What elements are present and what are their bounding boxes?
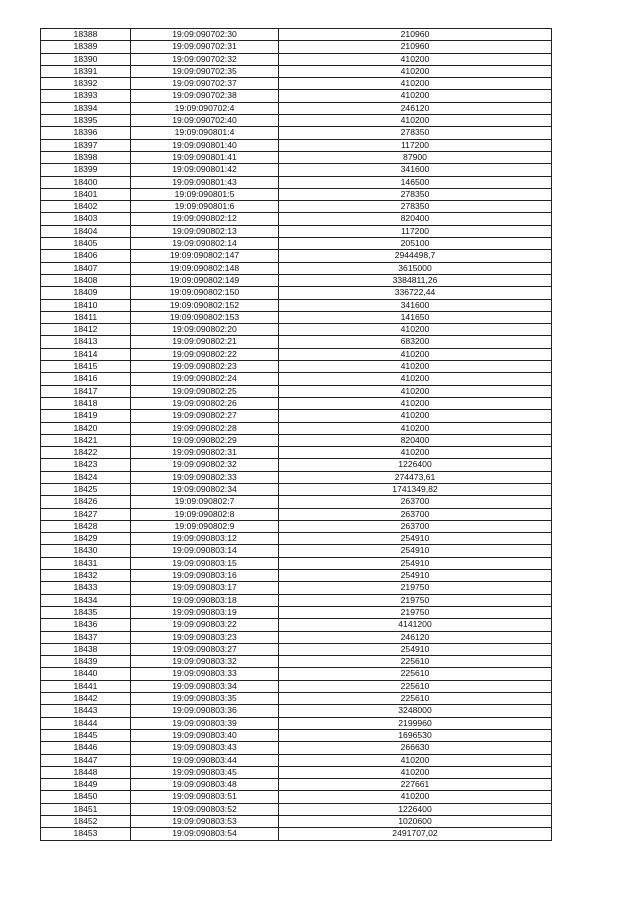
table-row: [41, 422, 552, 434]
cadastral-number-cell: 19:09:090702:37: [131, 78, 279, 90]
value-cell: 263700: [279, 496, 552, 508]
cadastral-number-cell: 19:09:090802:22: [131, 348, 279, 360]
value-cell: 410200: [279, 115, 552, 127]
row-number-cell: 18388: [41, 29, 131, 41]
value-cell: 1741349,82: [279, 483, 552, 495]
cadastral-number-cell: 19:09:090801:40: [131, 139, 279, 151]
cadastral-number-cell: 19:09:090803:48: [131, 779, 279, 791]
value-cell: 410200: [279, 361, 552, 373]
value-cell: 410200: [279, 373, 552, 385]
row-number-cell: 18417: [41, 385, 131, 397]
row-number-cell: 18398: [41, 151, 131, 163]
table-row: [41, 816, 552, 828]
cadastral-number-cell: 19:09:090803:43: [131, 742, 279, 754]
row-number-cell: 18412: [41, 324, 131, 336]
row-number-cell: 18418: [41, 397, 131, 409]
row-number-cell: 18421: [41, 434, 131, 446]
value-cell: 1696530: [279, 729, 552, 741]
table-row: [41, 29, 552, 41]
table-row: [41, 176, 552, 188]
cadastral-number-cell: 19:09:090803:45: [131, 766, 279, 778]
table-row: [41, 594, 552, 606]
table-row: [41, 508, 552, 520]
table-row: [41, 102, 552, 114]
value-cell: 410200: [279, 90, 552, 102]
table-row: [41, 828, 552, 840]
table-row: [41, 803, 552, 815]
cadastral-number-cell: 19:09:090802:9: [131, 520, 279, 532]
cadastral-number-cell: 19:09:090802:29: [131, 434, 279, 446]
row-number-cell: 18416: [41, 373, 131, 385]
table-row: [41, 90, 552, 102]
cadastral-number-cell: 19:09:090802:13: [131, 225, 279, 237]
row-number-cell: 18410: [41, 299, 131, 311]
table-row: [41, 336, 552, 348]
cadastral-number-cell: 19:09:090803:35: [131, 693, 279, 705]
cadastral-number-cell: 19:09:090803:53: [131, 816, 279, 828]
value-cell: 263700: [279, 508, 552, 520]
table-row: [41, 766, 552, 778]
cadastral-number-cell: 19:09:090801:41: [131, 151, 279, 163]
value-cell: 410200: [279, 324, 552, 336]
row-number-cell: 18447: [41, 754, 131, 766]
value-cell: 266630: [279, 742, 552, 754]
value-cell: 3384811,26: [279, 274, 552, 286]
table-row: [41, 53, 552, 65]
row-number-cell: 18390: [41, 53, 131, 65]
row-number-cell: 18433: [41, 582, 131, 594]
value-cell: 117200: [279, 225, 552, 237]
table-row: [41, 459, 552, 471]
cadastral-number-cell: 19:09:090803:39: [131, 717, 279, 729]
table-row: [41, 717, 552, 729]
value-cell: 4141200: [279, 619, 552, 631]
table-row: [41, 533, 552, 545]
row-number-cell: 18426: [41, 496, 131, 508]
cadastral-number-cell: 19:09:090802:150: [131, 287, 279, 299]
table-row: [41, 545, 552, 557]
table-row: [41, 188, 552, 200]
value-cell: 263700: [279, 520, 552, 532]
table-row: [41, 238, 552, 250]
row-number-cell: 18415: [41, 361, 131, 373]
table-row: [41, 410, 552, 422]
value-cell: 3615000: [279, 262, 552, 274]
row-number-cell: 18394: [41, 102, 131, 114]
value-cell: 683200: [279, 336, 552, 348]
table-row: [41, 78, 552, 90]
cadastral-number-cell: 19:09:090702:35: [131, 65, 279, 77]
table-row: [41, 643, 552, 655]
cadastral-number-cell: 19:09:090802:152: [131, 299, 279, 311]
value-cell: 278350: [279, 188, 552, 200]
row-number-cell: 18442: [41, 693, 131, 705]
value-cell: 219750: [279, 606, 552, 618]
table-body: [41, 29, 552, 841]
table-row: [41, 151, 552, 163]
row-number-cell: 18408: [41, 274, 131, 286]
cadastral-number-cell: 19:09:090803:16: [131, 570, 279, 582]
row-number-cell: 18448: [41, 766, 131, 778]
value-cell: 225610: [279, 656, 552, 668]
value-cell: 227661: [279, 779, 552, 791]
value-cell: 410200: [279, 53, 552, 65]
cadastral-number-cell: 19:09:090802:21: [131, 336, 279, 348]
cadastral-number-cell: 19:09:090702:4: [131, 102, 279, 114]
row-number-cell: 18445: [41, 729, 131, 741]
cadastral-number-cell: 19:09:090803:34: [131, 680, 279, 692]
cadastral-number-cell: 19:09:090802:12: [131, 213, 279, 225]
row-number-cell: 18391: [41, 65, 131, 77]
value-cell: 254910: [279, 643, 552, 655]
value-cell: 2199960: [279, 717, 552, 729]
cadastral-number-cell: 19:09:090802:32: [131, 459, 279, 471]
table-row: [41, 262, 552, 274]
table-row: [41, 557, 552, 569]
row-number-cell: 18392: [41, 78, 131, 90]
row-number-cell: 18422: [41, 447, 131, 459]
cadastral-number-cell: 19:09:090802:28: [131, 422, 279, 434]
row-number-cell: 18452: [41, 816, 131, 828]
value-cell: 274473,61: [279, 471, 552, 483]
value-cell: 410200: [279, 791, 552, 803]
table-row: [41, 348, 552, 360]
value-cell: 1226400: [279, 803, 552, 815]
cadastral-number-cell: 19:09:090802:33: [131, 471, 279, 483]
table-row: [41, 164, 552, 176]
value-cell: 205100: [279, 238, 552, 250]
row-number-cell: 18430: [41, 545, 131, 557]
value-cell: 246120: [279, 631, 552, 643]
value-cell: 225610: [279, 668, 552, 680]
cadastral-number-cell: 19:09:090802:25: [131, 385, 279, 397]
value-cell: 410200: [279, 348, 552, 360]
table-row: [41, 754, 552, 766]
value-cell: 341600: [279, 164, 552, 176]
cadastral-number-cell: 19:09:090803:32: [131, 656, 279, 668]
cadastral-number-cell: 19:09:090803:23: [131, 631, 279, 643]
value-cell: 117200: [279, 139, 552, 151]
value-cell: 410200: [279, 447, 552, 459]
value-cell: 410200: [279, 754, 552, 766]
value-cell: 254910: [279, 533, 552, 545]
cadastral-number-cell: 19:09:090803:12: [131, 533, 279, 545]
cadastral-number-cell: 19:09:090702:32: [131, 53, 279, 65]
value-cell: 410200: [279, 410, 552, 422]
cadastral-number-cell: 19:09:090803:15: [131, 557, 279, 569]
row-number-cell: 18428: [41, 520, 131, 532]
table-row: [41, 201, 552, 213]
row-number-cell: 18431: [41, 557, 131, 569]
cadastral-number-cell: 19:09:090802:31: [131, 447, 279, 459]
table-row: [41, 582, 552, 594]
value-cell: 254910: [279, 545, 552, 557]
row-number-cell: 18419: [41, 410, 131, 422]
row-number-cell: 18396: [41, 127, 131, 139]
table-row: [41, 619, 552, 631]
table-row: [41, 742, 552, 754]
cadastral-number-cell: 19:09:090802:34: [131, 483, 279, 495]
table-row: [41, 324, 552, 336]
table-row: [41, 127, 552, 139]
table-row: [41, 693, 552, 705]
value-cell: 246120: [279, 102, 552, 114]
value-cell: 146500: [279, 176, 552, 188]
cadastral-number-cell: 19:09:090702:40: [131, 115, 279, 127]
row-number-cell: 18399: [41, 164, 131, 176]
table-row: [41, 397, 552, 409]
table-row: [41, 361, 552, 373]
table-row: [41, 287, 552, 299]
row-number-cell: 18429: [41, 533, 131, 545]
value-cell: 820400: [279, 213, 552, 225]
table-row: [41, 631, 552, 643]
cadastral-number-cell: 19:09:090802:26: [131, 397, 279, 409]
table-row: [41, 447, 552, 459]
table-row: [41, 213, 552, 225]
cadastral-number-cell: 19:09:090802:24: [131, 373, 279, 385]
cadastral-number-cell: 19:09:090802:23: [131, 361, 279, 373]
table-row: [41, 274, 552, 286]
table-row: [41, 41, 552, 53]
row-number-cell: 18444: [41, 717, 131, 729]
table-row: [41, 139, 552, 151]
row-number-cell: 18400: [41, 176, 131, 188]
row-number-cell: 18414: [41, 348, 131, 360]
data-table: [40, 28, 552, 841]
table-row: [41, 656, 552, 668]
cadastral-number-cell: 19:09:090801:43: [131, 176, 279, 188]
row-number-cell: 18395: [41, 115, 131, 127]
table-row: [41, 65, 552, 77]
cadastral-number-cell: 19:09:090803:18: [131, 594, 279, 606]
cadastral-number-cell: 19:09:090802:7: [131, 496, 279, 508]
data-table-container: [40, 28, 551, 841]
table-row: [41, 680, 552, 692]
row-number-cell: 18401: [41, 188, 131, 200]
cadastral-number-cell: 19:09:090803:22: [131, 619, 279, 631]
cadastral-number-cell: 19:09:090803:17: [131, 582, 279, 594]
cadastral-number-cell: 19:09:090803:36: [131, 705, 279, 717]
cadastral-number-cell: 19:09:090802:8: [131, 508, 279, 520]
row-number-cell: 18436: [41, 619, 131, 631]
row-number-cell: 18393: [41, 90, 131, 102]
table-row: [41, 705, 552, 717]
row-number-cell: 18409: [41, 287, 131, 299]
table-row: [41, 434, 552, 446]
value-cell: 278350: [279, 127, 552, 139]
value-cell: 254910: [279, 557, 552, 569]
value-cell: 225610: [279, 680, 552, 692]
value-cell: 410200: [279, 422, 552, 434]
cadastral-number-cell: 19:09:090803:54: [131, 828, 279, 840]
table-row: [41, 373, 552, 385]
value-cell: 87900: [279, 151, 552, 163]
row-number-cell: 18432: [41, 570, 131, 582]
cadastral-number-cell: 19:09:090803:19: [131, 606, 279, 618]
value-cell: 410200: [279, 65, 552, 77]
cadastral-number-cell: 19:09:090801:4: [131, 127, 279, 139]
value-cell: 410200: [279, 766, 552, 778]
row-number-cell: 18423: [41, 459, 131, 471]
value-cell: 219750: [279, 594, 552, 606]
row-number-cell: 18439: [41, 656, 131, 668]
cadastral-number-cell: 19:09:090803:51: [131, 791, 279, 803]
value-cell: 210960: [279, 29, 552, 41]
table-row: [41, 606, 552, 618]
row-number-cell: 18404: [41, 225, 131, 237]
table-row: [41, 250, 552, 262]
value-cell: 341600: [279, 299, 552, 311]
cadastral-number-cell: 19:09:090802:14: [131, 238, 279, 250]
row-number-cell: 18407: [41, 262, 131, 274]
cadastral-number-cell: 19:09:090803:52: [131, 803, 279, 815]
cadastral-number-cell: 19:09:090801:6: [131, 201, 279, 213]
value-cell: 410200: [279, 78, 552, 90]
cadastral-number-cell: 19:09:090802:148: [131, 262, 279, 274]
value-cell: 219750: [279, 582, 552, 594]
table-row: [41, 729, 552, 741]
cadastral-number-cell: 19:09:090802:27: [131, 410, 279, 422]
cadastral-number-cell: 19:09:090702:30: [131, 29, 279, 41]
cadastral-number-cell: 19:09:090803:27: [131, 643, 279, 655]
value-cell: 410200: [279, 385, 552, 397]
table-row: [41, 496, 552, 508]
row-number-cell: 18420: [41, 422, 131, 434]
value-cell: 3248000: [279, 705, 552, 717]
row-number-cell: 18405: [41, 238, 131, 250]
row-number-cell: 18438: [41, 643, 131, 655]
table-row: [41, 311, 552, 323]
cadastral-number-cell: 19:09:090803:14: [131, 545, 279, 557]
table-row: [41, 471, 552, 483]
value-cell: 278350: [279, 201, 552, 213]
value-cell: 225610: [279, 693, 552, 705]
table-row: [41, 483, 552, 495]
cadastral-number-cell: 19:09:090803:40: [131, 729, 279, 741]
row-number-cell: 18427: [41, 508, 131, 520]
value-cell: 1226400: [279, 459, 552, 471]
value-cell: 1020600: [279, 816, 552, 828]
cadastral-number-cell: 19:09:090801:5: [131, 188, 279, 200]
value-cell: 254910: [279, 570, 552, 582]
row-number-cell: 18389: [41, 41, 131, 53]
table-row: [41, 668, 552, 680]
table-row: [41, 299, 552, 311]
value-cell: 2944498,7: [279, 250, 552, 262]
value-cell: 210960: [279, 41, 552, 53]
cadastral-number-cell: 19:09:090803:33: [131, 668, 279, 680]
row-number-cell: 18424: [41, 471, 131, 483]
row-number-cell: 18435: [41, 606, 131, 618]
row-number-cell: 18406: [41, 250, 131, 262]
value-cell: 336722,44: [279, 287, 552, 299]
row-number-cell: 18403: [41, 213, 131, 225]
cadastral-number-cell: 19:09:090702:31: [131, 41, 279, 53]
row-number-cell: 18449: [41, 779, 131, 791]
table-row: [41, 225, 552, 237]
row-number-cell: 18437: [41, 631, 131, 643]
cadastral-number-cell: 19:09:090803:44: [131, 754, 279, 766]
table-row: [41, 791, 552, 803]
row-number-cell: 18413: [41, 336, 131, 348]
row-number-cell: 18441: [41, 680, 131, 692]
table-row: [41, 779, 552, 791]
cadastral-number-cell: 19:09:090802:147: [131, 250, 279, 262]
value-cell: 820400: [279, 434, 552, 446]
row-number-cell: 18425: [41, 483, 131, 495]
value-cell: 2491707,02: [279, 828, 552, 840]
cadastral-number-cell: 19:09:090802:153: [131, 311, 279, 323]
table-row: [41, 385, 552, 397]
value-cell: 141650: [279, 311, 552, 323]
table-row: [41, 115, 552, 127]
cadastral-number-cell: 19:09:090802:20: [131, 324, 279, 336]
row-number-cell: 18451: [41, 803, 131, 815]
row-number-cell: 18440: [41, 668, 131, 680]
row-number-cell: 18434: [41, 594, 131, 606]
row-number-cell: 18402: [41, 201, 131, 213]
table-row: [41, 570, 552, 582]
table-row: [41, 520, 552, 532]
row-number-cell: 18397: [41, 139, 131, 151]
row-number-cell: 18443: [41, 705, 131, 717]
row-number-cell: 18450: [41, 791, 131, 803]
row-number-cell: 18453: [41, 828, 131, 840]
cadastral-number-cell: 19:09:090802:149: [131, 274, 279, 286]
value-cell: 410200: [279, 397, 552, 409]
row-number-cell: 18446: [41, 742, 131, 754]
row-number-cell: 18411: [41, 311, 131, 323]
cadastral-number-cell: 19:09:090702:38: [131, 90, 279, 102]
cadastral-number-cell: 19:09:090801:42: [131, 164, 279, 176]
